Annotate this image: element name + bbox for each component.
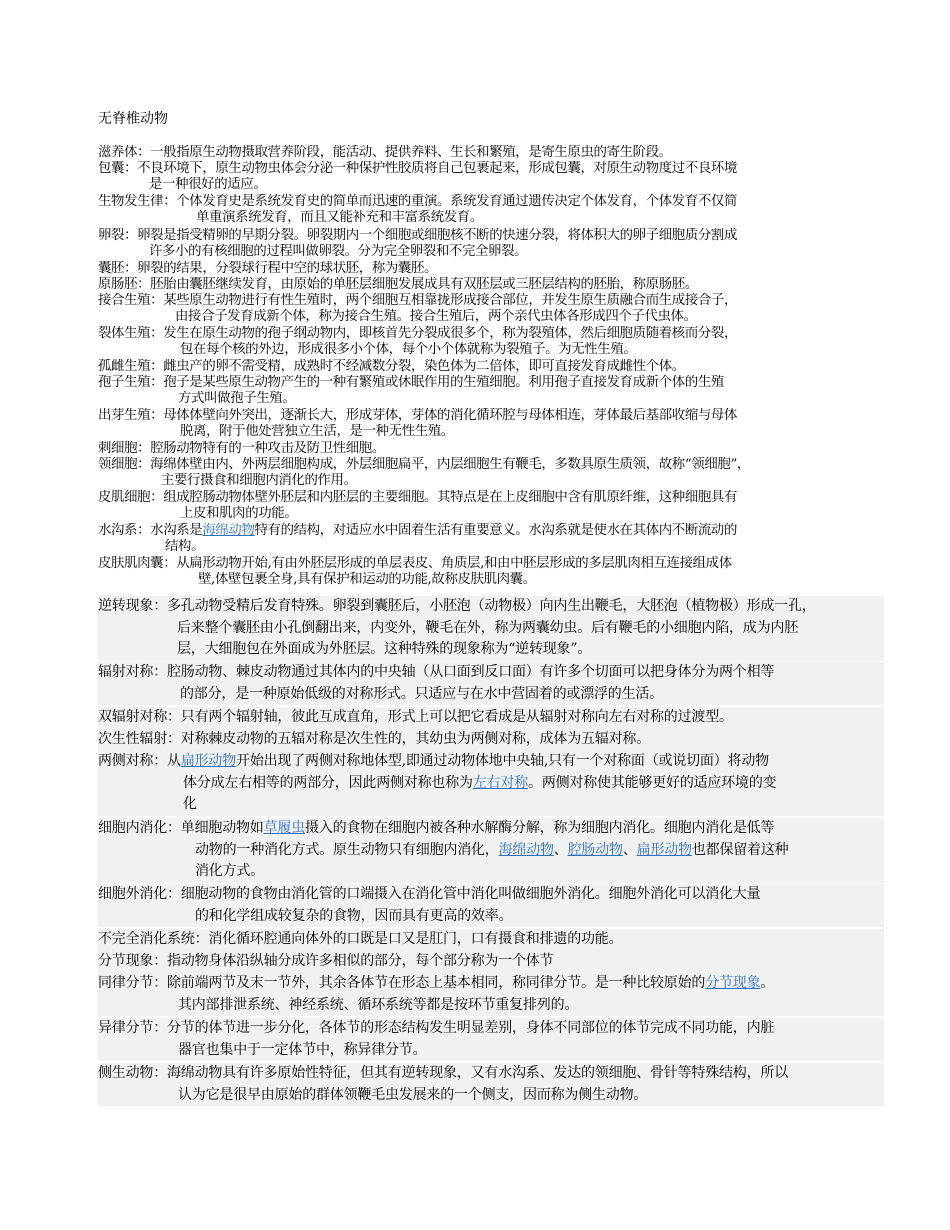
entry-text: 后来整个囊胚由小孔倒翻出来，内变外，鞭毛在外，称为两囊幼虫。后有鞭毛的小细胞内陷，成为内胚 — [177, 619, 798, 636]
entry-first-line — [98, 596, 884, 618]
glossary-entry — [98, 729, 884, 751]
term-link[interactable]: 草履虫 — [263, 820, 306, 836]
term-link[interactable]: 左右对称 — [472, 774, 529, 791]
glossary-entry — [98, 441, 884, 457]
glossary-entry — [98, 596, 884, 661]
entry-first-line — [98, 194, 884, 210]
entry-continuation-line — [98, 177, 884, 193]
entry-continuation-line — [98, 309, 884, 325]
glossary-entry — [98, 1063, 884, 1106]
entry-text: 皮肌细胞：组成腔肠动物体壁外胚层和内胚层的主要细胞。其特点是在上皮细胞中含有肌原纤维，这种细胞具有 — [98, 490, 737, 505]
entry-first-line — [98, 973, 884, 995]
entry-text: 许多小的有核细胞的过程叫做卵裂。分为完全卵裂和不完全卵裂。 — [149, 243, 528, 259]
entry-first-line — [98, 457, 884, 473]
glossary-entry — [98, 145, 884, 161]
entry-text: 不完全消化系统：消化循环腔通向体外的口既是口又是肛门，口有摄食和排遗的功能。 — [98, 931, 623, 947]
entry-first-line — [98, 751, 884, 773]
entry-text: 分节现象：指动物身体沿纵轴分成许多相似的部分，每个部分称为一个体节 — [98, 953, 554, 969]
glossary-entry — [98, 326, 884, 357]
entry-first-line — [98, 408, 884, 424]
entry-continuation-line — [98, 861, 884, 883]
entry-first-line — [98, 884, 884, 906]
entry-continuation-line — [98, 840, 884, 862]
entry-continuation-line — [98, 618, 884, 640]
entry-continuation-line — [98, 539, 884, 555]
entry-first-line — [98, 929, 884, 951]
entry-text: 异律分节：分节的体节进一步分化，各体节的形态结构发生明显差别，身体不同部位的体节完成不同功能，内脏 — [98, 1020, 775, 1036]
entry-text: 也都保留着这种 — [691, 841, 789, 858]
entry-text: 囊胚：卵裂的结果，分裂球行程中空的球状胚，称为囊胚。 — [98, 261, 438, 276]
glossary-entry — [98, 751, 884, 816]
entry-text: 方式叫做孢子生殖。 — [178, 390, 296, 406]
entry-text: 滋养体：一般指原生动物摄取营养阶段，能活动、提供养料、生长和繁殖，是寄生原虫的寄生阶段。 — [98, 145, 672, 160]
entry-text: 上皮和肌肉的功能。 — [180, 505, 298, 521]
entry-continuation-line — [98, 794, 884, 816]
entry-text: 刺细胞：腔肠动物特有的一种攻击及防卫性细胞。 — [98, 441, 385, 456]
entry-text: 包囊：不良环境下，原生动物虫体会分泌一种保护性胶质将自己包裹起来，形成包囊，对原生动物度过不良环境 — [98, 161, 737, 176]
entry-first-line — [98, 1063, 884, 1085]
entry-text: 双辐射对称：只有两个辐射轴，彼此互成直角，形式上可以把它看成是从辐射对称向左右对称的过渡型。 — [98, 709, 733, 725]
entry-text: 裂体生殖：发生在原生动物的孢子纲动物内，即核首先分裂成很多个，称为裂殖体，然后细胞质随着核而分裂， — [98, 326, 737, 341]
glossary-entry — [98, 359, 884, 375]
entry-first-line — [98, 662, 884, 684]
entry-first-line — [98, 277, 884, 293]
entry-continuation-line — [98, 1085, 884, 1107]
entry-text: 侧生动物：海绵动物具有许多原始性特征，但其有逆转现象，又有水沟系、发达的领细胞、骨针等特殊结构，所以 — [98, 1065, 788, 1081]
entry-first-line — [98, 707, 884, 729]
glossary-entry — [98, 1018, 884, 1061]
glossary-entry — [98, 973, 884, 1016]
entry-text: 细胞外消化：细胞动物的食物由消化管的口端摄入在消化管中消化叫做细胞外消化。细胞外消化可以消化大量 — [98, 886, 761, 902]
entry-text: 细胞内消化：单细胞动物如 — [98, 820, 264, 836]
entry-text: 开始出现了两侧对称地体型,即通过动物体地中央轴,只有一个对称面（或说切面）将动物 — [236, 753, 769, 769]
glossary-entry — [98, 929, 884, 951]
entry-text: 原肠胚：胚胎由囊胚继续发育，由原始的单胚层细胞发展成具有双胚层或三胚层结构的胚胎，称原肠胚。 — [98, 277, 698, 292]
glossary-entry — [98, 228, 884, 259]
glossary-entry — [98, 277, 884, 293]
entry-continuation-line — [98, 473, 884, 489]
entry-first-line — [98, 490, 884, 506]
entry-text: 单重演系统发育，而且又能补充和丰富系统发育。 — [196, 209, 483, 225]
entry-text: 体分成左右相等的两部分，因此两侧对称也称为 — [183, 774, 473, 791]
entry-first-line — [98, 556, 884, 572]
glossary-entry — [98, 375, 884, 406]
page-title: 无脊椎动物 — [98, 111, 168, 127]
entry-text: 皮肤肌肉囊：从扁形动物开始,有由外胚层形成的单层表皮、角质层,和由中胚层形成的多层肌肉相互连接组成体 — [98, 556, 732, 571]
entry-text: 层，大细胞包在外面成为外胚层。这种特殊的现象称为“逆转现象”。 — [177, 641, 592, 657]
entry-text: 同律分节：除前端两节及末一节外，其余各体节在形态上基本相同，称同律分节。是一种比较原始的 — [98, 975, 706, 991]
entry-first-line — [98, 523, 884, 539]
entry-text: 、 — [553, 841, 568, 858]
entry-continuation-line — [98, 572, 884, 588]
entry-text: 、 — [622, 841, 637, 858]
entry-continuation-line — [98, 1040, 884, 1062]
entry-text: 孢子生殖：孢子是某些原生动物产生的一种有繁殖或休眠作用的生殖细胞。利用孢子直接发育成新个体的生殖 — [98, 375, 724, 390]
entry-text: 。 — [760, 975, 775, 991]
entry-text: 器官也集中于一定体节中，称异律分节。 — [178, 1041, 427, 1058]
entry-first-line — [98, 145, 884, 161]
glossary-entry — [98, 707, 884, 729]
entry-text: 次生性辐射：对称棘皮动物的五辐对称是次生性的，其幼虫为两侧对称，成体为五辐对称。 — [98, 731, 650, 747]
glossary-entry — [98, 408, 884, 439]
entry-text: 接合生殖：某些原生动物进行有性生殖时，两个细胞互相靠拢形成接合部位，并发生原生质融合而生成接合子， — [98, 293, 737, 308]
entry-first-line — [98, 818, 884, 840]
entry-continuation-line — [98, 342, 884, 358]
entry-text: 消化方式。 — [195, 863, 264, 879]
glossary-entry — [98, 194, 884, 225]
glossary-entry — [98, 261, 884, 277]
entry-first-line — [98, 293, 884, 309]
entry-text: 出芽生殖：母体体壁向外突出，逐渐长大，形成芽体，芽体的消化循环腔与母体相连，芽体最后基部收缩与母体 — [98, 408, 737, 423]
entry-text: 其内部排泄系统、神经系统、循环系统等都是按环节重复排列的。 — [178, 996, 579, 1013]
entry-text: 生物发生律：个体发育史是系统发育史的简单而迅速的重演。系统发育通过遗传决定个体发育，个体发育不仅简 — [98, 194, 737, 209]
entry-text: 认为它是很早由原始的群体领鞭毛虫发展来的一个侧支，因而称为侧生动物。 — [178, 1086, 648, 1103]
entry-text: 特有的结构，对适应水中固着生活有重要意义。水沟系就是使水在其体内不断流动的 — [254, 523, 738, 538]
entry-first-line — [98, 161, 884, 177]
entry-text: 化 — [183, 796, 197, 812]
entry-continuation-line — [98, 244, 884, 260]
entry-continuation-line — [98, 906, 884, 928]
entry-first-line — [98, 359, 884, 375]
entry-text: 主要行摄食和细胞内消化的作用。 — [161, 472, 357, 488]
entry-text: 孤雌生殖：雌虫产的卵不需受精，成熟时不经减数分裂，染色体为二倍体，即可直接发育成雌性个体。 — [98, 359, 685, 374]
entry-continuation-line — [98, 391, 884, 407]
entry-first-line — [98, 261, 884, 277]
entry-continuation-line — [98, 773, 884, 795]
entry-continuation-line — [98, 995, 884, 1017]
entry-first-line — [98, 1018, 884, 1040]
entry-continuation-line — [98, 506, 884, 522]
entry-text: 摄入的食物在细胞内被各种水解酶分解，称为细胞内消化。细胞内消化是低等 — [305, 820, 775, 836]
entry-text: 卵裂：卵裂是指受精卵的早期分裂。卵裂期内一个细胞或细胞核不断的快速分裂，将体积大的卵子细胞质分割成 — [98, 228, 737, 243]
entry-text: 脱离，附于他处营独立生活，是一种无性生殖。 — [180, 423, 454, 439]
entry-continuation-line — [98, 210, 884, 226]
entry-text: 是一种很好的适应。 — [149, 176, 267, 192]
term-link[interactable]: 海绵动物 — [202, 523, 255, 538]
glossary-entry — [98, 662, 884, 705]
term-link[interactable]: 扁形动物 — [180, 753, 237, 769]
entry-first-line — [98, 228, 884, 244]
glossary-entry — [98, 457, 884, 488]
entry-first-line — [98, 729, 884, 751]
entry-text: 领细胞：海绵体壁由内、外两层细胞构成，外层细胞扁平，内层细胞生有鞭毛，多数具原生质领，故称“领细胞”， — [98, 457, 750, 472]
glossary-entry — [98, 884, 884, 927]
entry-first-line — [98, 375, 884, 391]
term-link[interactable]: 分节现象 — [705, 975, 761, 991]
glossary-entry — [98, 951, 884, 973]
entry-text: 水沟系：水沟系是 — [98, 523, 203, 538]
entry-text: 的部分，是一种原始低级的对称形式。只适应与在水中营固着的或漂浮的生活。 — [180, 685, 663, 702]
entry-text: 包在每个核的外边，形成很多小个体，每个小个体就称为裂殖子。为无性生殖。 — [180, 341, 637, 357]
term-link[interactable]: 腔肠动物 — [567, 841, 623, 858]
entry-continuation-line — [98, 639, 884, 661]
glossary-entry — [98, 523, 884, 554]
entry-text: 动物的一种消化方式。原生动物只有细胞内消化， — [195, 841, 499, 858]
glossary-entry — [98, 293, 884, 324]
entry-text: 逆转现象：多孔动物受精后发育特殊。卵裂到囊胚后，小胚泡（动物极）向内生出鞭毛，大胚泡（植物极）形成一孔， — [98, 598, 816, 614]
glossary-entry — [98, 161, 884, 192]
entry-first-line — [98, 326, 884, 342]
entry-first-line — [98, 441, 884, 457]
term-link[interactable]: 扁形动物 — [636, 841, 692, 858]
entry-first-line — [98, 951, 884, 973]
entry-text: 辐射对称：腔肠动物、棘皮动物通过其体内的中央轴（从口面到反口面）有许多个切面可以把身体分为两个相等 — [98, 664, 775, 680]
entry-continuation-line — [98, 684, 884, 706]
glossary-entry — [98, 818, 884, 883]
entry-text: 的和化学组成较复杂的食物，因而具有更高的效率。 — [195, 907, 513, 924]
term-link[interactable]: 海绵动物 — [498, 841, 554, 858]
glossary-entry — [98, 556, 884, 587]
entry-text: 由接合子发育成新个体，称为接合生殖。接合生殖后，两个亲代虫体各形成四个子代虫体。 — [175, 308, 697, 324]
entry-text: 。两侧对称使其能够更好的适应环境的变 — [528, 774, 777, 791]
entry-text: 壁,体壁包裹全身,具有保护和运动的功能,故称皮肤肌肉囊。 — [198, 571, 536, 587]
entry-text: 结构。 — [165, 538, 205, 554]
entry-continuation-line — [98, 424, 884, 440]
entry-text: 两侧对称：从 — [98, 753, 181, 769]
glossary-entry — [98, 490, 884, 521]
